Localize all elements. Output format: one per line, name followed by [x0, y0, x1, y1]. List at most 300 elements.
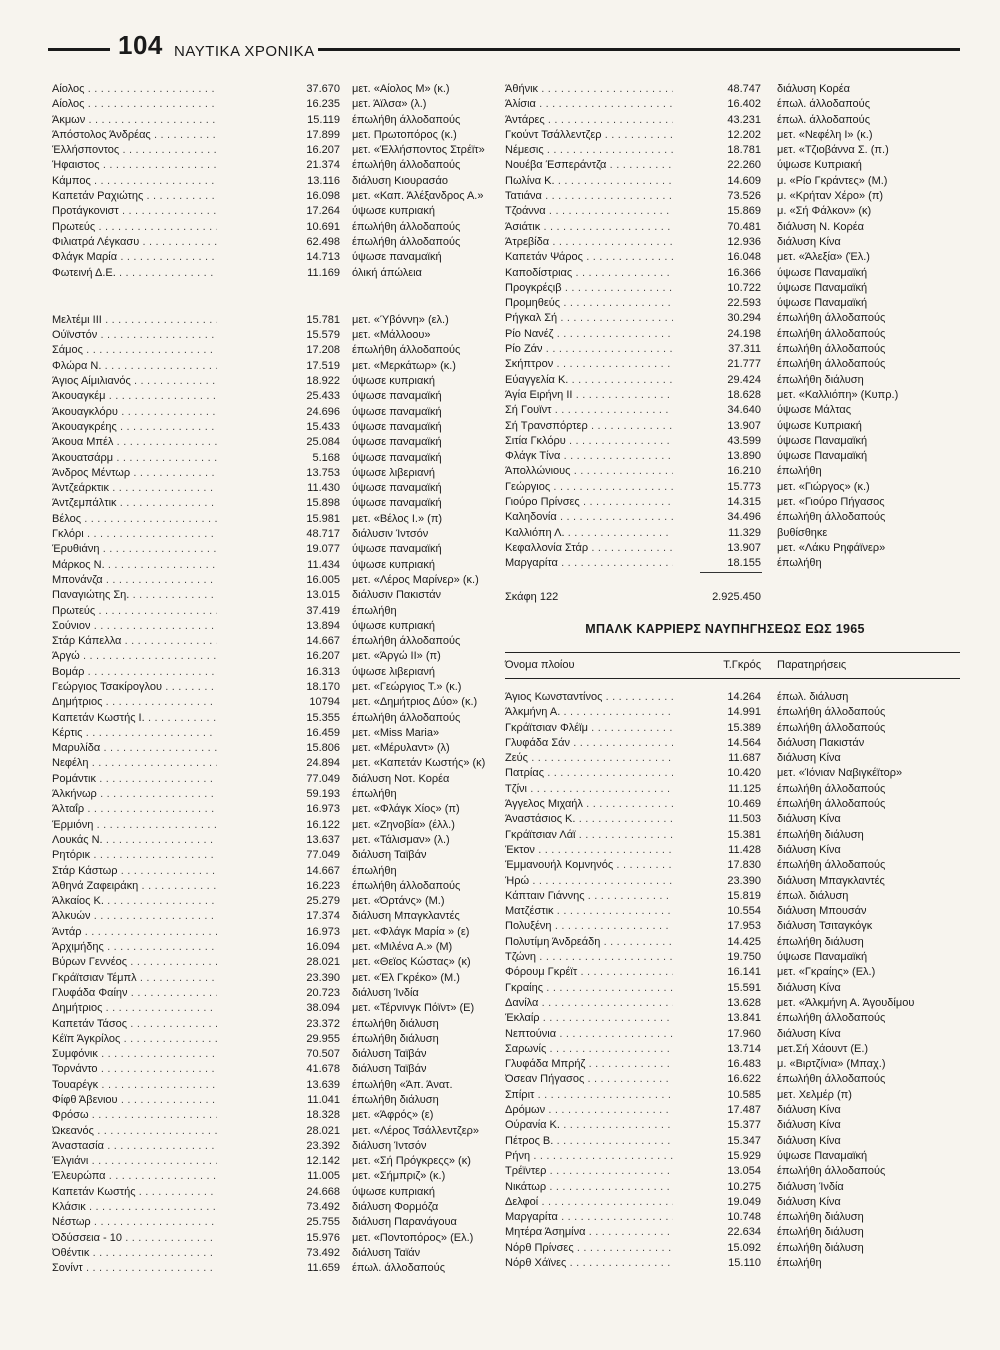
- ship-row: [505, 403, 945, 418]
- ship-row: [52, 1139, 452, 1154]
- ship-note: έπωλήθη διάλυση: [352, 1094, 439, 1106]
- ship-name: Εύαγγελία Κ. . . .: [505, 373, 673, 388]
- ship-tonnage: 25.279: [306, 895, 340, 908]
- ship-row: [52, 374, 452, 389]
- ship-row: [505, 434, 945, 449]
- ship-row: [505, 1118, 945, 1133]
- ship-name: Φλάγκ Μαρία . . .: [52, 250, 217, 265]
- ship-tonnage: 17.953: [727, 920, 761, 933]
- header-rule-right: [318, 48, 960, 51]
- ship-tonnage: 16.210: [727, 465, 761, 478]
- ship-row: [505, 541, 945, 556]
- ship-tonnage: 73.492: [306, 1246, 340, 1259]
- ship-row: [52, 389, 452, 404]
- ship-row: [505, 690, 945, 705]
- ship-row: [52, 97, 452, 112]
- ship-note: διάλυση Παρανάγουα: [352, 1216, 457, 1229]
- ship-tonnage: 28.021: [306, 956, 340, 969]
- ship-tonnage: 16.207: [306, 650, 340, 663]
- ship-row: [505, 143, 945, 158]
- ship-note: έπωλήθη άλλοδαπούς: [352, 879, 461, 892]
- ship-row: [505, 204, 945, 219]
- ship-row: [52, 1108, 452, 1123]
- spacer: [52, 297, 452, 313]
- ship-tonnage: 17.208: [306, 344, 340, 357]
- ship-name: Φωτεινή Δ.Ε. . . .: [52, 266, 217, 281]
- ship-row: [505, 526, 945, 541]
- ship-tonnage: 13.628: [727, 996, 761, 1009]
- ship-name: Τρέϊντερ . . .: [505, 1164, 673, 1179]
- bulk-carriers-list: [505, 690, 945, 1271]
- ship-name: Έλγιάνι . . .: [52, 1154, 217, 1169]
- ship-name: Ρήγκαλ Σή . . .: [505, 311, 673, 326]
- ship-note: μ. «Ρίο Γκράντες» (Μ.): [777, 174, 888, 187]
- ship-row: [52, 1017, 452, 1032]
- ship-row: [52, 971, 460, 986]
- ship-note: έπωλήθη: [352, 604, 397, 617]
- ship-name: Έρμιόνη . . .: [52, 818, 217, 833]
- ship-name: Άντζεμπάλτικ . . .: [52, 496, 217, 511]
- ship-tonnage: 10.275: [727, 1180, 761, 1193]
- ship-note: διάλυσιν Ίντσόν: [352, 528, 429, 541]
- ship-name: Άπολλώνιους . . .: [505, 464, 673, 479]
- spacer: [52, 281, 452, 297]
- ship-note: έπωλήθη άλλοδαπούς: [352, 235, 461, 248]
- ship-note: μετ. «Μερκάτωρ» (κ.): [352, 359, 456, 372]
- ship-tonnage: 70.507: [306, 1048, 340, 1061]
- ship-note: διάλυση Κίνα: [777, 1134, 841, 1147]
- ship-row: [52, 512, 452, 527]
- ship-row: [505, 113, 945, 128]
- ship-name: Άπόστολος Άνδρέας . . .: [52, 128, 217, 143]
- ship-name: Ούϊνστόν . . .: [52, 328, 217, 343]
- ship-tonnage: 77.049: [306, 849, 340, 862]
- ship-tonnage: 12.142: [306, 1155, 340, 1168]
- ship-row: [505, 904, 945, 919]
- ship-note: ύψωσε Παναμαϊκή: [777, 266, 868, 279]
- ship-name: Καληδονία . . .: [505, 510, 673, 525]
- ship-note: έπωλήθη: [777, 1256, 822, 1269]
- ship-note: μετ. «Έλλήσποντος Στρέϊτ»: [352, 144, 485, 157]
- ship-note: ύψωσε παναμαϊκή: [352, 451, 442, 464]
- ship-note: ύψωσε Παναμαϊκή: [777, 297, 868, 310]
- ship-tonnage: 13.015: [306, 589, 340, 602]
- ship-tonnage: 24.894: [306, 757, 340, 770]
- ship-row: [505, 449, 945, 464]
- ship-row: [52, 82, 452, 97]
- ship-name: Φλάγκ Τίνα . . .: [505, 449, 673, 464]
- ship-row: [52, 143, 485, 158]
- ship-note: έπωλ. άλλοδαπούς: [352, 1262, 445, 1275]
- ship-row: [52, 787, 452, 802]
- ship-name: Άκουα Μπέλ . . .: [52, 435, 217, 450]
- ship-row: [505, 128, 945, 143]
- ship-row: [505, 1042, 945, 1057]
- ship-row: [52, 1124, 479, 1139]
- ship-tonnage: 23.372: [306, 1017, 340, 1030]
- ship-name: Έμμανουήλ Κομνηνός . . .: [505, 858, 673, 873]
- ship-note: μετ. «Αίολος Μ» (κ.): [352, 83, 450, 95]
- ship-note: έπωλήθη διάλυση: [777, 373, 864, 386]
- ship-tonnage: 14.667: [306, 635, 340, 648]
- ship-row: [505, 480, 945, 495]
- ship-tonnage: 17.374: [306, 910, 340, 923]
- ship-row: [52, 496, 452, 511]
- ship-tonnage: 34.640: [727, 404, 761, 417]
- ship-name: Γλυφάδα Σάν . . .: [505, 736, 673, 751]
- ship-note: ύψωσε κυπριακή: [352, 558, 435, 571]
- ship-row: [52, 220, 461, 235]
- ship-tonnage: 10.469: [727, 798, 761, 811]
- ship-row: [505, 82, 945, 97]
- ship-name: Άγγελος Μιχαήλ . . .: [505, 797, 673, 812]
- ship-name: Ζεύς . . .: [505, 751, 673, 766]
- ship-name: Σούνιον . . .: [52, 619, 217, 634]
- ship-note: μετ. «Άργώ ΙΙ» (π): [352, 650, 441, 663]
- ship-note: διάλυση Κίνα: [777, 843, 841, 856]
- ship-tonnage: 17.264: [306, 205, 340, 218]
- ship-note: ύψωσε παναμαϊκή: [352, 482, 442, 495]
- ship-tonnage: 14.667: [306, 864, 340, 877]
- ship-note: μετ. «Ζηνοβία» (έλλ.): [352, 818, 455, 831]
- ship-note: έπωλήθη διάλυση: [777, 1211, 864, 1224]
- ship-name: Άλκήνωρ . . .: [52, 787, 217, 802]
- ship-name: Πολυξένη . . .: [505, 919, 673, 934]
- ship-note: έπωλήθη άλλοδαπούς: [352, 159, 461, 172]
- ship-name: Νέστωρ . . .: [52, 1215, 217, 1230]
- ship-tonnage: 10794: [309, 696, 340, 709]
- ship-note: έπωλήθη άλλοδαπούς: [352, 635, 461, 648]
- ship-tonnage: 37.419: [306, 604, 340, 617]
- ship-row: [505, 1256, 945, 1271]
- ship-note: έπωλ. διάλυση: [777, 889, 849, 902]
- ship-row: [52, 158, 461, 173]
- ship-row: [52, 451, 452, 466]
- ship-note: μετ. «Ίόνιαν Ναβιγκέϊτορ»: [777, 767, 903, 780]
- ship-tonnage: 25.755: [306, 1216, 340, 1229]
- ship-tonnage: 15.819: [727, 889, 761, 902]
- ship-row: [52, 359, 456, 374]
- ship-note: έπωλ. άλλοδαπούς: [777, 113, 870, 126]
- ship-row: [52, 343, 461, 358]
- ship-name: Σή Τρανσπόρτερ . . .: [505, 419, 673, 434]
- ship-tonnage: 16.366: [727, 266, 761, 279]
- ship-row: [505, 782, 945, 797]
- ship-tonnage: 41.678: [306, 1063, 340, 1076]
- ship-row: [52, 848, 452, 863]
- ship-row: [52, 420, 452, 435]
- ship-note: μετ. «Τζιοβάννα Σ. (π.): [777, 144, 889, 157]
- ship-note: έπωλήθη άλλοδαπούς: [352, 344, 461, 357]
- ship-note: διάλυση Μπαγκλαντές: [352, 910, 460, 923]
- header-ship-name: Όνομα πλοίου: [505, 659, 575, 671]
- ship-note: μετ. «Φλάγκ Μαρία » (ε): [352, 925, 470, 938]
- ship-note: έπωλήθη άλλοδαπούς: [777, 358, 886, 371]
- ship-row: [52, 711, 461, 726]
- ship-name: Σπίριτ . . .: [505, 1088, 673, 1103]
- ship-note: ύψωσε παναμαϊκή: [352, 251, 442, 264]
- ship-name: Άντάρ . . .: [52, 925, 217, 940]
- ship-row: [505, 510, 945, 525]
- ship-row: [52, 604, 452, 619]
- ship-tonnage: 14.315: [727, 496, 761, 509]
- ship-tonnage: 15.119: [307, 113, 340, 126]
- ship-name: Άγιος Κωνσταντίνος . . .: [505, 690, 673, 705]
- ship-name: Άλίσια . . .: [505, 97, 673, 112]
- ship-tonnage: 13.637: [306, 833, 340, 846]
- ship-tonnage: 16.622: [727, 1073, 761, 1086]
- ship-name: Πρωτεύς . . .: [52, 604, 217, 619]
- ship-tonnage: 10.585: [727, 1088, 761, 1101]
- ship-tonnage: 22.260: [727, 159, 761, 172]
- ship-note: έπωλήθη: [352, 788, 397, 801]
- ship-name: Βύρων Γεννέος . . .: [52, 955, 217, 970]
- ship-name: Δανίλα . . .: [505, 996, 673, 1011]
- ship-tonnage: 23.390: [306, 971, 340, 984]
- ship-row: [52, 1062, 452, 1077]
- ship-row: [52, 802, 460, 817]
- ship-note: ύψωσε κυπριακή: [352, 375, 435, 388]
- ship-name: Ήφαιστος . . .: [52, 158, 217, 173]
- ship-note: μετ. «Έλ Γκρέκο» (Μ.): [352, 971, 460, 984]
- ship-tonnage: 16.223: [306, 879, 340, 892]
- ship-note: μ. «Βιρτζίνια» (Μπαχ.): [777, 1058, 886, 1071]
- ship-tonnage: 15.347: [727, 1134, 761, 1147]
- ship-name: Ματζέστικ . . .: [505, 904, 673, 919]
- ship-name: Σάμος . . .: [52, 343, 217, 358]
- ship-row: [52, 818, 455, 833]
- ship-name: Βομάρ . . .: [52, 665, 217, 680]
- ship-row: [52, 1154, 471, 1169]
- ship-name: Φόρουμ Γκρέϊτ . . .: [505, 965, 673, 980]
- ship-name: Έλλήσποντος . . .: [52, 143, 217, 158]
- ship-row: [52, 1001, 475, 1016]
- ship-name: Δημήτριος . . .: [52, 1001, 217, 1016]
- ship-row: [52, 665, 452, 680]
- ship-row: [52, 481, 452, 496]
- ship-note: μετ. «Τέρνινγκ Πόϊντ» (Ε): [352, 1002, 475, 1015]
- ship-row: [52, 986, 452, 1001]
- ship-name: Φιλιατρά Λέγκασυ . . .: [52, 235, 217, 250]
- ship-note: ύψωσε Παναμαϊκή: [777, 450, 868, 463]
- ship-name: Καπετάν Κωστής . . .: [52, 1185, 217, 1200]
- ship-tonnage: 11.329: [728, 526, 761, 539]
- ship-row: [52, 174, 452, 189]
- ship-tonnage: 16.973: [306, 925, 340, 938]
- ship-note: έπωλήθη άλλοδαπούς: [777, 721, 886, 734]
- ship-tonnage: 16.459: [306, 726, 340, 739]
- ship-tonnage: 15.355: [306, 711, 340, 724]
- ship-row: [52, 1246, 452, 1261]
- ship-name: Άκουαγκρέης . . .: [52, 420, 217, 435]
- ship-note: ύψωσε Παναμαϊκή: [777, 281, 868, 294]
- ship-row: [505, 342, 945, 357]
- ship-note: έπωλήθη άλλοδαπούς: [777, 782, 886, 795]
- ship-tonnage: 43.231: [727, 113, 761, 126]
- ship-tonnage: 15.869: [727, 205, 761, 218]
- ship-tonnage: 14.264: [727, 691, 761, 703]
- ship-tonnage: 16.483: [727, 1058, 761, 1071]
- bulk-table-header: [505, 652, 945, 680]
- ship-row: [505, 495, 945, 510]
- ship-row: [52, 741, 452, 756]
- ship-note: έπωλήθη διάλυση: [352, 1032, 439, 1045]
- ship-name: Καποδίστριας . . .: [505, 266, 673, 281]
- ship-tonnage: 18.170: [306, 680, 340, 693]
- ship-tonnage: 15.929: [727, 1149, 761, 1162]
- ship-name: Μαρυλίδα . . .: [52, 741, 217, 756]
- ship-tonnage: 13.894: [306, 619, 340, 632]
- ship-name: Σαρωνίς . . .: [505, 1042, 673, 1057]
- ship-row: [505, 1027, 945, 1042]
- ship-name: Καλλιόπη Λ. . . .: [505, 526, 673, 541]
- ship-name: Γκράϊτσιαν Τέμπλ . . .: [52, 971, 217, 986]
- ship-note: μετ. Χελμέρ (π): [777, 1088, 852, 1101]
- ship-tonnage: 18.628: [727, 388, 761, 401]
- ship-note: έπωλήθη άλλοδαπούς: [777, 327, 886, 340]
- header-remarks: Παρατηρήσεις: [777, 659, 847, 671]
- ship-name: Άλκαίος Κ. . . .: [52, 894, 217, 909]
- ship-note: έπωλήθη άλλοδαπούς: [777, 343, 886, 356]
- ship-note: ύψωσε λιβεριανή: [352, 665, 436, 678]
- ship-tonnage: 77.049: [306, 772, 340, 785]
- ship-tonnage: 13.054: [727, 1165, 761, 1178]
- ship-tonnage: 14.991: [727, 706, 761, 719]
- ship-tonnage: 16.207: [306, 144, 340, 157]
- ship-row: [505, 1134, 945, 1149]
- ship-name: Σή Γουϊντ . . .: [505, 403, 673, 418]
- ship-name: Αίολος . . .: [52, 82, 217, 97]
- ship-tonnage: 18.922: [306, 375, 340, 388]
- ship-tonnage: 18.781: [727, 144, 761, 157]
- ship-note: διάλυση Ταϊβάν: [352, 1063, 427, 1076]
- ship-note: έπωλήθη: [352, 864, 397, 877]
- ship-row: [52, 1169, 452, 1184]
- ship-name: Δημήτριος . . .: [52, 695, 217, 710]
- total-row: [505, 590, 945, 605]
- ship-row: [505, 1164, 945, 1179]
- ship-note: μετ. Άϊλσα» (λ.): [352, 98, 427, 111]
- ship-name: Νόρθ Πρίνσες . . .: [505, 1241, 673, 1256]
- ship-note: έπωλήθη άλλοδαπούς: [777, 1012, 886, 1025]
- ship-row: [505, 1195, 945, 1210]
- ship-name: Όσεαν Πήγασος . . .: [505, 1072, 673, 1087]
- ship-name: Άγιος Αίμιλιανός . . .: [52, 374, 217, 389]
- ship-row: [52, 955, 471, 970]
- ship-tonnage: 17.519: [306, 359, 340, 372]
- ship-name: Σονίντ . . .: [52, 1261, 217, 1276]
- ship-row: [52, 1032, 452, 1047]
- ship-name: Όθέντικ . . .: [52, 1246, 217, 1261]
- ship-tonnage: 29.424: [727, 373, 761, 386]
- ship-name: Κάπταιν Γιάννης . . .: [505, 889, 673, 904]
- ship-name: Καπετάν Τάσος . . .: [52, 1017, 217, 1032]
- ship-row: [505, 981, 945, 996]
- ship-tonnage: 15.591: [727, 981, 761, 994]
- ship-name: Αίολος . . .: [52, 97, 217, 112]
- ship-tonnage: 15.381: [727, 828, 761, 841]
- ship-name: Πατρίας . . .: [505, 766, 673, 781]
- ship-tonnage: 22.634: [727, 1226, 761, 1239]
- table-rule-top: [505, 652, 960, 653]
- ship-row: [505, 766, 945, 781]
- ship-note: διάλυση Κίνα: [777, 981, 841, 994]
- ship-tonnage: 14.564: [727, 736, 761, 749]
- ship-note: ύψωσε παναμαϊκή: [352, 543, 442, 556]
- ship-row: [505, 843, 945, 858]
- ship-note: έπωλήθη: [777, 465, 822, 478]
- ship-row: [505, 1210, 945, 1225]
- ship-tonnage: 11.428: [728, 843, 761, 856]
- ship-row: [505, 97, 945, 112]
- ship-note: μετ. «Ύβόννη» (ελ.): [352, 313, 449, 326]
- ship-note: μετ. «Βέλος Ι.» (π): [352, 512, 443, 525]
- ship-row: [52, 649, 452, 664]
- ship-note: μετ. «Μάλλοου»: [352, 329, 431, 342]
- ship-name: Τζίνι . . .: [505, 782, 673, 797]
- ship-note: διάλυση Κιουρασάο: [352, 174, 448, 187]
- ship-row: [52, 1078, 452, 1093]
- ship-tonnage: 30.294: [727, 312, 761, 325]
- ship-row: [52, 573, 479, 588]
- ship-tonnage: 13.841: [727, 1012, 761, 1025]
- ship-name: Άντάρες . . .: [505, 113, 673, 128]
- ship-name: Γλυφάδα Μπρήζ . . .: [505, 1057, 673, 1072]
- ship-note: διάλυση Νοτ. Κορέα: [352, 772, 450, 785]
- ship-note: έπωλήθη διάλυση: [777, 828, 864, 841]
- ship-name: Πωλίνα Κ. . . .: [505, 174, 673, 189]
- ship-row: [505, 158, 945, 173]
- ship-tonnage: 16.402: [727, 98, 761, 111]
- ship-row: [505, 174, 945, 189]
- ship-row: [505, 996, 945, 1011]
- ship-note: μετ. «Miss Maria»: [352, 726, 440, 739]
- ship-tonnage: 11.041: [307, 1094, 340, 1106]
- ship-note: διάλυσιν Πακιστάν: [352, 589, 442, 602]
- ship-row: [52, 588, 452, 603]
- ship-tonnage: 62.498: [306, 235, 340, 248]
- ship-tonnage: 13.907: [727, 541, 761, 554]
- ship-row: [52, 313, 452, 328]
- ship-note: διάλυση Ταϊάν: [352, 1246, 421, 1259]
- ship-row: [505, 266, 945, 281]
- ship-row: [52, 1200, 452, 1215]
- ship-note: διάλυση Ν. Κορέα: [777, 220, 865, 233]
- ship-name: Κάμπος . . .: [52, 174, 217, 189]
- ship-note: διάλυση Κίνα: [777, 1027, 841, 1040]
- ship-note: μετ. «Άλκμήνη Α. Άγουδίμου: [777, 996, 915, 1009]
- ship-row: [52, 204, 452, 219]
- ship-name: Νέμεσις . . .: [505, 143, 673, 158]
- ship-name: Γκραίης . . .: [505, 981, 673, 996]
- ship-name: Πολυτίμη Άνδρεάδη . . .: [505, 935, 673, 950]
- ship-name: Γκλόρι . . .: [52, 527, 217, 542]
- ship-row: [505, 812, 945, 827]
- ship-note: μετ. «Λέρος Μαρίνερ» (κ.): [352, 573, 479, 586]
- ship-tonnage: 15.377: [727, 1119, 761, 1132]
- ship-tonnage: 22.593: [727, 297, 761, 310]
- ship-name: Τατιάνα . . .: [505, 189, 673, 204]
- ship-name: Γκράϊτσιαν Φλέϊμ . . .: [505, 721, 673, 736]
- ship-name: Νεπτούνια . . .: [505, 1027, 673, 1042]
- ship-row: [52, 756, 486, 771]
- ship-row: [52, 266, 452, 281]
- ship-row: [505, 1180, 945, 1195]
- ship-tonnage: 11.659: [307, 1262, 340, 1275]
- ship-note: διάλυση Μπουσάν: [777, 905, 867, 918]
- ship-name: Πέτρος Β. . . .: [505, 1134, 673, 1149]
- ship-note: ύψωσε Κυπριακή: [777, 159, 862, 172]
